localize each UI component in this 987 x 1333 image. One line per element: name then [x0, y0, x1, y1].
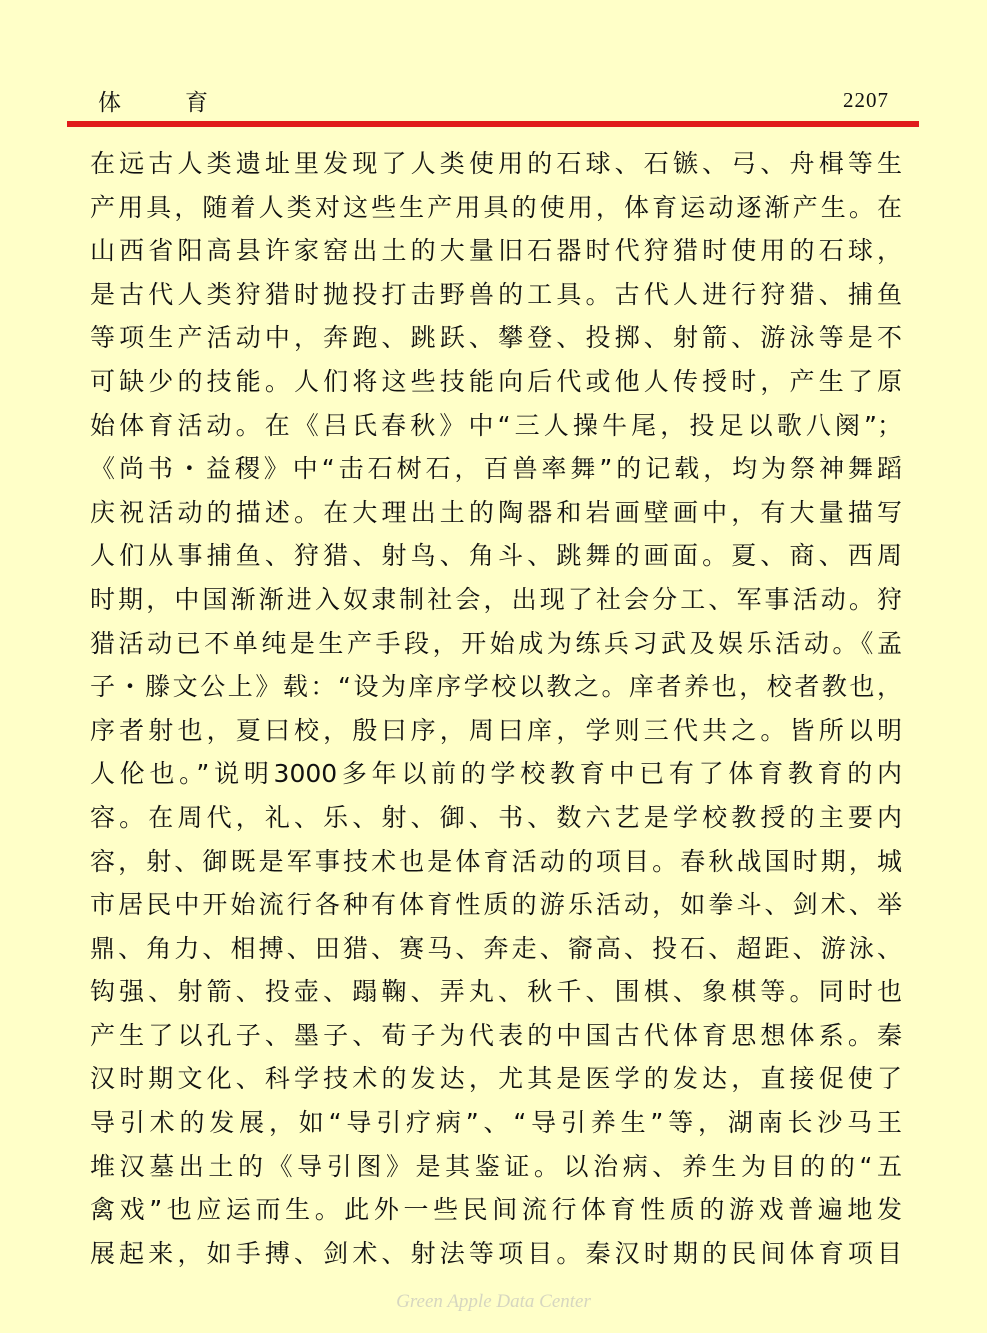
- text-line: 庆祝活动的描述。在大理出土的陶器和岩画壁画中，有大量描写: [90, 497, 902, 527]
- text-line: 导引术的发展，如“导引疗病”、“导引养生”等，湖南长沙马王: [90, 1108, 902, 1138]
- text-line: 汉时期文化、科学技术的发达，尤其是医学的发达，直接促使了: [90, 1064, 902, 1094]
- text-line: 钩强、射箭、投壶、蹋鞠、弄丸、秋千、围棋、象棋等。同时也: [90, 977, 902, 1007]
- text-line: 可缺少的技能。人们将这些技能向后代或他人传授时，产生了原: [90, 366, 902, 396]
- text-line: 禽戏”也应运而生。此外一些民间流行体育性质的游戏普遍地发: [90, 1195, 902, 1225]
- text-line: 人们从事捕鱼、狩猎、射鸟、角斗、跳舞的画面。夏、商、西周: [90, 541, 902, 571]
- header-rule: [67, 121, 919, 127]
- text-line: 子・滕文公上》载：“设为庠序学校以教之。庠者养也，校者教也，: [90, 672, 902, 702]
- text-line: 容，射、御既是军事技术也是体育活动的项目。春秋战国时期，城: [90, 846, 902, 876]
- text-line: 《尚书・益稷》中“击石树石，百兽率舞”的记载，均为祭神舞蹈: [90, 454, 902, 484]
- running-head-title: 体育: [98, 90, 272, 116]
- text-line: 是古代人类狩猎时抛投打击野兽的工具。古代人进行狩猎、捕鱼: [90, 279, 902, 309]
- text-line: 始体育活动。在《吕氏春秋》中“三人操牛尾，投足以歌八阕”；: [90, 410, 902, 440]
- page-header: [90, 84, 889, 120]
- text-line: 鼎、角力、相搏、田猎、赛马、奔走、窬高、投石、超距、游泳、: [90, 933, 902, 963]
- text-line: 山西省阳高县许家窑出土的大量旧石器时代狩猎时使用的石球，: [90, 236, 902, 266]
- text-line: 等项生产活动中，奔跑、跳跃、攀登、投掷、射箭、游泳等是不: [90, 323, 902, 353]
- text-line: 时期，中国渐渐进入奴隶制社会，出现了社会分工、军事活动。狩: [90, 584, 902, 614]
- text-line: 堆汉墓出土的《导引图》是其鉴证。以治病、养生为目的的“五: [90, 1151, 902, 1181]
- text-line: 人伦也。”说明3000多年以前的学校教育中已有了体育教育的内: [90, 759, 902, 789]
- text-line: 展起来，如手搏、剑术、射法等项目。秦汉时期的民间体育项目: [90, 1238, 902, 1268]
- text-line: 容。在周代，礼、乐、射、御、书、数六艺是学校教授的主要内: [90, 802, 902, 832]
- text-line: 产生了以孔子、墨子、荀子为代表的中国古代体育思想体系。秦: [90, 1020, 902, 1050]
- text-line: 序者射也，夏曰校，殷曰序，周曰庠，学则三代共之。皆所以明: [90, 715, 902, 745]
- page-number: 2207: [843, 88, 889, 112]
- text-line: 在远古人类遗址里发现了人类使用的石球、石镞、弓、舟楫等生: [90, 149, 902, 178]
- watermark-text: Green Apple Data Center: [396, 1291, 591, 1312]
- text-line: 市居民中开始流行各种有体育性质的游乐活动，如拳斗、剑术、举: [90, 890, 902, 920]
- text-line: 产用具，随着人类对这些生产用具的使用，体育运动逐渐产生。在: [90, 192, 902, 222]
- text-line: 猎活动已不单纯是生产手段，开始成为练兵习武及娱乐活动。《孟: [90, 628, 902, 658]
- body-text: [90, 142, 902, 1275]
